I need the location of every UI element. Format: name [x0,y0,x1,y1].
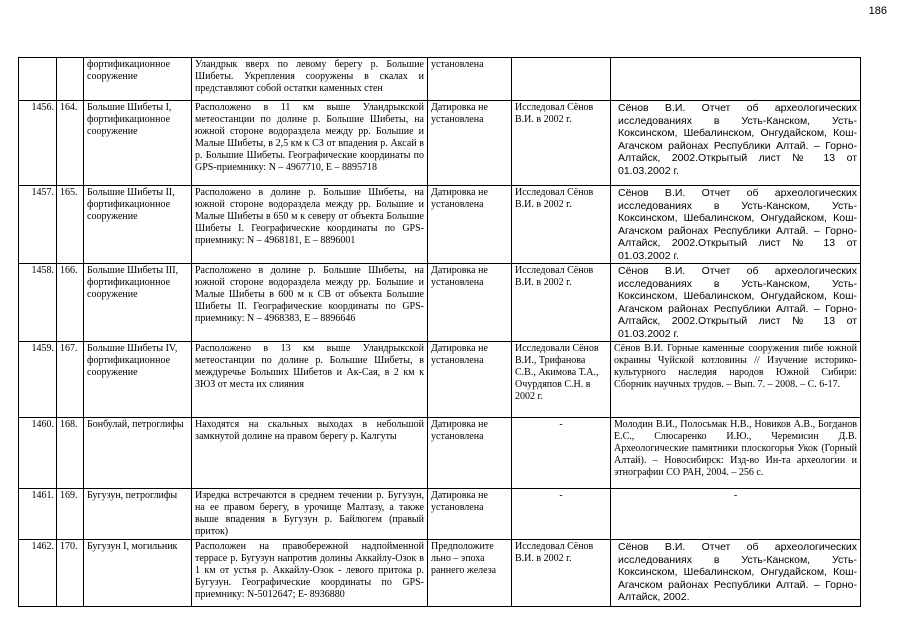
dating: Датировка не установлена [428,264,512,342]
source-text: Сёнов В.И. Отчет об археологических исследованиях в Усть-Канском, Усть-Коксинском, Шебалинском, Онгудайском, Кош-Агачском районах Республики Алтай. – Горно-Алтайск, 2002. [618,102,857,164]
table-row [19,101,861,186]
dating: Датировка не установлена [428,418,512,489]
source-reference [611,264,861,342]
source-text: Сёнов В.И. Отчет об археологических исследованиях в Усть-Канском, Усть-Коксинском, Шебалинском, Онгудайском, Кош-Агачском районах Республики Алтай. – Горно-Алтайск, 2002. [618,265,857,327]
row-subnumber: 170. [57,540,84,607]
monument-description: Изредка встречаются в среднем течении р. Бугузун, на ее правом берегу, в урочище Малтазу, а также выше впадения в Бугузун р. Байлюгем (правый приток) [192,489,428,540]
source-text: Сёнов В.И. Отчет об археологических исследованиях в Усть-Канском, Усть-Коксинском, Шебалинском, Онгудайском, Кош-Агачском районах Республики Алтай. – Горно-Алтайск, 2002. [618,541,857,603]
monument-description: Расположено в 13 км выше Уландрыкской метеостанции по долине р. Большие Шибеты, в междуречье Больших Шибетов и Ак-Сая, в 2 км к ЗЮЗ от места их слияния [192,342,428,418]
monument-name: Бонбулай, петроглифы [84,418,192,489]
row-subnumber: 167. [57,342,84,418]
dating: установлена [428,58,512,101]
page-number: 186 [868,5,887,17]
researcher: Исследовали Сёнов В.И., Трифанова С.В., Акимова Т.А., Очурдяпов С.Н. в 2002 г. [512,342,611,418]
researcher: Исследовал Сёнов В.И. в 2002 г. [512,186,611,264]
researcher: - [512,418,611,489]
dating: Датировка не установлена [428,186,512,264]
dating: Датировка не установлена [428,101,512,186]
table-row [19,342,861,418]
monument-name: Большие Шибеты II, фортификационное сооружение [84,186,192,264]
row-subnumber: 165. [57,186,84,264]
monument-name: Большие Шибеты III, фортификационное сооружение [84,264,192,342]
source-reference [611,540,861,607]
monument-name: фортификационное сооружение [84,58,192,101]
license-text: Открытый лист № 13 от 01.03.2002 г. [618,152,857,177]
researcher: - [512,489,611,540]
source-reference [611,186,861,264]
monument-description: Расположено в долине р. Большие Шибеты, на южной стороне водораздела между рр. Большие и Малые Шибеты в 650 м к северу от объекта Большие Шибеты I. Географические координаты по GPS-приемнику: N – 4968181, E – 8896001 [192,186,428,264]
row-number: 1459. [19,342,57,418]
table-row [19,186,861,264]
dating: Предположите льно – эпоха раннего железа [428,540,512,607]
source-reference [611,58,861,101]
row-number: 1458. [19,264,57,342]
researcher: Исследовал Сёнов В.И. в 2002 г. [512,264,611,342]
table-row [19,418,861,489]
license-text: Открытый лист № 13 от 01.03.2002 г. [618,315,857,340]
row-number: 1462. [19,540,57,607]
researcher [512,58,611,101]
row-number: 1456. [19,101,57,186]
monument-name: Большие Шибеты I, фортификационное сооружение [84,101,192,186]
source-text: Молодин В.И., Полосьмак Н.В., Новиков А.В., Богданов Е.С., Слюсаренко И.Ю., Черемисин Д.В. Археологические памятники плоскогорья Укок (Горный Алтай). – Новосибирск: Изд-во Ин-та археологии и этнографии СО РАН, 2004. – 256 с. [614,419,857,478]
dating: Датировка не установлена [428,489,512,540]
source-text: - [733,490,738,501]
table-row [19,489,861,540]
license-text: Открытый лист № 13 от 01.03.2002 г. [618,237,857,262]
source-reference [611,101,861,186]
table-row [19,58,861,101]
row-subnumber: 168. [57,418,84,489]
row-number: 1461. [19,489,57,540]
table-row [19,264,861,342]
monument-description: Находятся на скальных выходах в небольшой замкнутой долине на правом берегу р. Калгуты [192,418,428,489]
source-text: Сёнов В.И. Отчет об археологических исследованиях в Усть-Канском, Усть-Коксинском, Шебалинском, Онгудайском, Кош-Агачском районах Республики Алтай. – Горно-Алтайск, 2002. [618,187,857,249]
monument-name: Бугузун, петроглифы [84,489,192,540]
row-number: 1457. [19,186,57,264]
source-reference [611,342,861,418]
monument-name: Большие Шибеты IV, фортификационное сооружение [84,342,192,418]
monument-description: Расположено в 11 км выше Уландрыкской метеостанции по долине р. Большие Шибеты, на южной стороне водораздела между рр. Большие и Малые Шибеты, в 2,5 км к СЗ от впадения р. Аксай в р. Большие Шибеты. Географические координаты по GPS-приемнику: N – 4967710, E – 8895718 [192,101,428,186]
researcher: Исследовал Сёнов В.И. в 2002 г. [512,540,611,607]
source-text: Сёнов В.И. Горные каменные сооружения пибе южной окраины Чуйской котловины // Изучение историко-культурного наследия народов Южной Сибири: Сборник научных трудов. – Вып. 7. – 2008. – С. 6-17. [614,343,857,390]
monument-name: Бугузун I, могильник [84,540,192,607]
table-row [19,540,861,607]
row-number [19,58,57,101]
row-subnumber: 166. [57,264,84,342]
dating: Датировка не установлена [428,342,512,418]
monument-description: Расположено в долине р. Большие Шибеты, на южной стороне водораздела между рр. Большие и Малые Шибеты в 600 м к СВ от объекта Большие Шибеты II. Географические координаты по GPS-приемнику: N – 4968383, E – 8896646 [192,264,428,342]
monument-description: Уландрык вверх по левому берегу р. Большие Шибеты. Укрепления сооружены в скалах и представляют собой остатки каменных стен [192,58,428,101]
row-subnumber [57,58,84,101]
row-subnumber: 169. [57,489,84,540]
researcher: Исследовал Сёнов В.И. в 2002 г. [512,101,611,186]
row-number: 1460. [19,418,57,489]
row-subnumber: 164. [57,101,84,186]
monuments-table [18,57,861,607]
source-reference [611,489,861,540]
monument-description: Расположен на правобережной надпойменной террасе р. Бугузун напротив долины Аккайлу-Озок в 1 км от устья р. Аккайлу-Озок - левого притока р. Бугузун. Географические координаты по GPS-приемнику: N-5012647; E- 8936880 [192,540,428,607]
source-reference [611,418,861,489]
